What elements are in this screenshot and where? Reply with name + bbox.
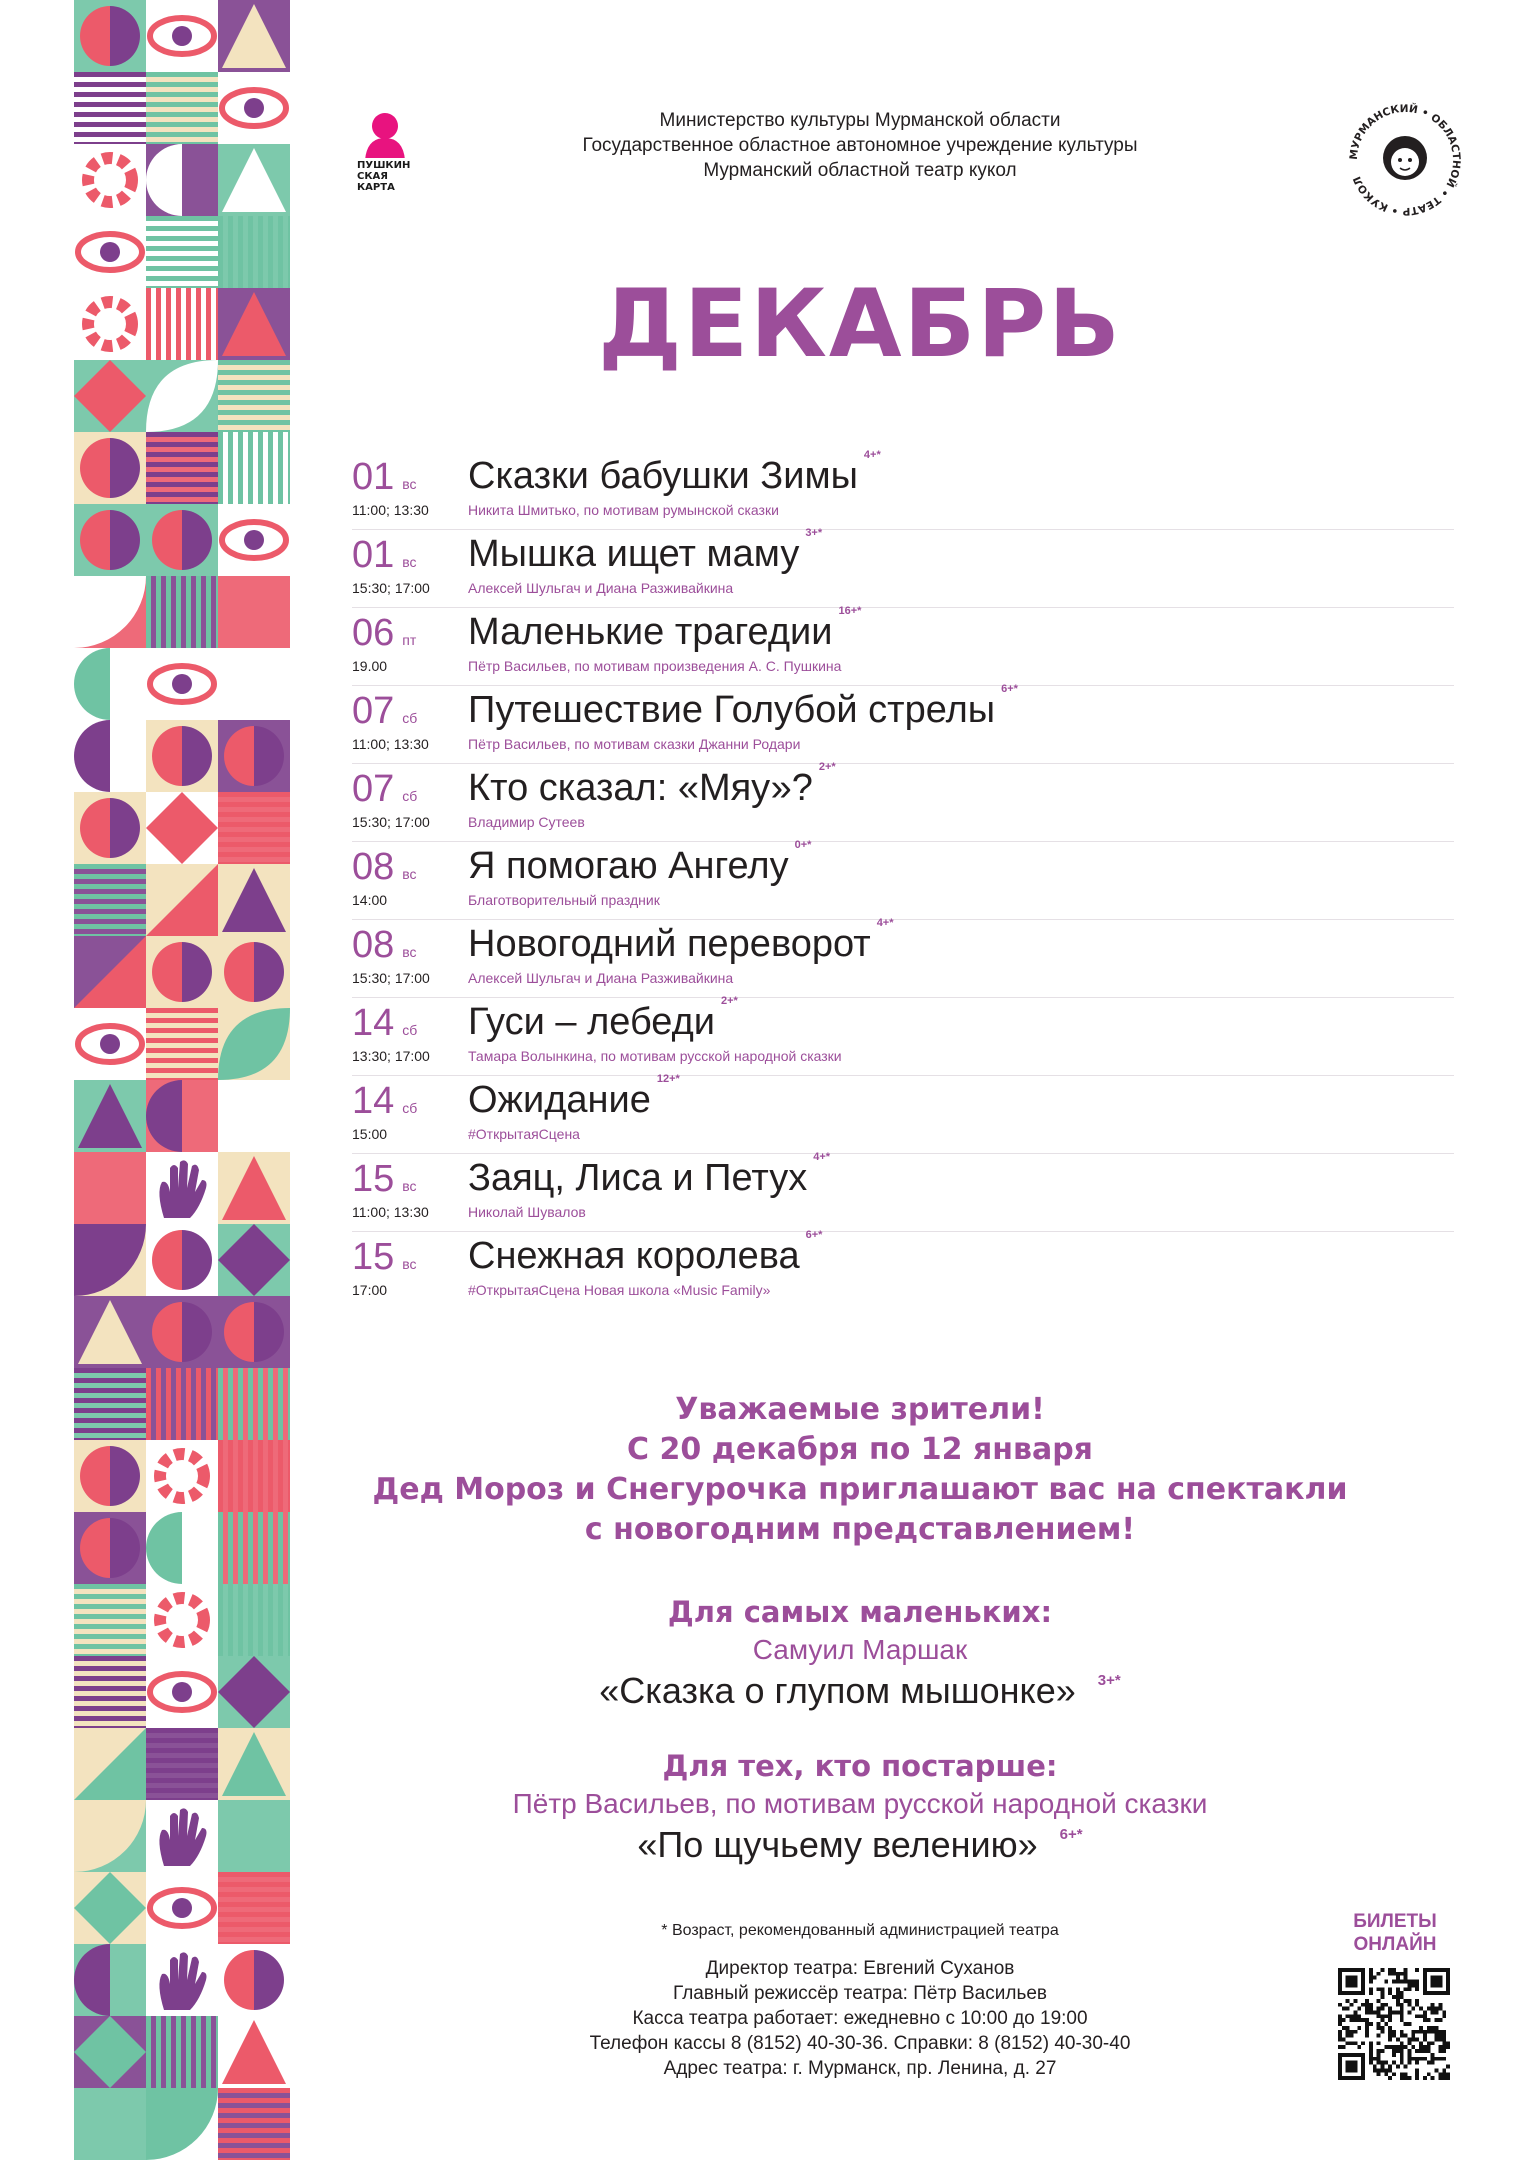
mosaic-tile: [74, 1872, 146, 1944]
show-times: 15:00: [352, 1126, 388, 1142]
show-title: Кто сказал: «Мяу»?: [468, 767, 813, 809]
show-date: [352, 456, 462, 499]
mosaic-tile: [74, 576, 146, 648]
mosaic-tile: [218, 2016, 290, 2088]
show-author: #ОткрытаяСцена Новая школа «Music Family»: [468, 1282, 771, 1298]
mosaic-tile: [74, 1296, 146, 1368]
mosaic-tile: [74, 360, 146, 432]
theatre-contacts: [520, 1956, 1200, 2081]
show-times: 11:00; 13:30: [352, 502, 429, 518]
mosaic-tile: [146, 576, 218, 648]
youngest-author: Самуил Маршак: [752, 1634, 968, 1665]
mosaic-tile: [146, 1512, 218, 1584]
contact-box-office-hours: Касса театра работает: ежедневно с 10:00 до 19:00: [632, 2008, 1088, 2029]
new-year-announcement: [300, 1390, 1420, 1550]
mosaic-tile: [218, 1944, 290, 2016]
show-title: Мышка ищет маму: [468, 533, 800, 575]
show-title: Снежная королева: [468, 1235, 800, 1277]
youngest-show-title: «Сказка о глупом мышонке»: [599, 1670, 1076, 1711]
show-date: [352, 1002, 462, 1045]
show-date: [352, 1080, 462, 1123]
mosaic-tile: [218, 1224, 290, 1296]
show-times: 15:30; 17:00: [352, 580, 430, 596]
announcement-line-1: Уважаемые зрители!: [675, 1392, 1045, 1427]
theatre-logo-icon: [1345, 100, 1465, 220]
older-heading: Для тех, кто постарше:: [662, 1749, 1058, 1783]
mosaic-tile: [74, 1224, 146, 1296]
show-day: 15: [352, 1158, 395, 1200]
show-title-wrap: [468, 761, 836, 810]
show-date: [352, 1236, 462, 1279]
mosaic-tile: [146, 1440, 218, 1512]
show-times: 14:00: [352, 892, 388, 908]
mosaic-tile: [218, 576, 290, 648]
organization-header: [520, 108, 1200, 183]
show-title: Я помогаю Ангелу: [468, 845, 789, 887]
mosaic-tile: [218, 432, 290, 504]
schedule-row: [352, 605, 1454, 686]
show-title-wrap: [468, 449, 881, 498]
show-author: Тамара Волынкина, по мотивам русской народной сказки: [468, 1048, 842, 1064]
show-title-wrap: [468, 995, 738, 1044]
show-weekday: сб: [402, 788, 418, 804]
show-title-wrap: [468, 1151, 831, 1200]
show-weekday: вс: [402, 476, 417, 492]
schedule-row: [352, 527, 1454, 608]
mosaic-tile: [74, 288, 146, 360]
mosaic-tile: [218, 1152, 290, 1224]
mosaic-tile: [74, 504, 146, 576]
older-age-badge: 6+*: [1059, 1826, 1083, 1843]
mosaic-tile: [74, 864, 146, 936]
mosaic-tile: [218, 1584, 290, 1656]
contact-address: Адрес театра: г. Мурманск, пр. Ленина, д. 27: [663, 2058, 1057, 2079]
mosaic-tile: [218, 1512, 290, 1584]
show-title-wrap: [468, 1073, 680, 1122]
mosaic-tile: [218, 216, 290, 288]
show-times: 11:00; 13:30: [352, 1204, 429, 1220]
mosaic-tile: [74, 1800, 146, 1872]
show-title: Новогодний переворот: [468, 923, 871, 965]
announcement-line-2: С 20 декабря по 12 января: [627, 1432, 1093, 1467]
mosaic-tile: [74, 1080, 146, 1152]
header-line-ministry: Министерство культуры Мурманской области: [659, 110, 1061, 131]
show-day: 07: [352, 768, 395, 810]
header-line-theatre: Мурманский областной театр кукол: [703, 160, 1017, 181]
mosaic-tile: [218, 288, 290, 360]
older-show: [300, 1822, 1420, 1868]
show-weekday: сб: [402, 1022, 418, 1038]
age-rating-badge: 12+*: [656, 1073, 680, 1085]
show-weekday: вс: [402, 944, 417, 960]
mosaic-tile: [218, 864, 290, 936]
contact-phones: Телефон кассы 8 (8152) 40-30-36. Справки: 8 (8152) 40-30-40: [589, 2033, 1131, 2054]
mosaic-tile: [146, 1368, 218, 1440]
mosaic-tile: [218, 144, 290, 216]
mosaic-pattern: [72, 0, 292, 2160]
pushkin-card-logo: [355, 108, 447, 194]
age-rating-badge: 3+*: [805, 527, 823, 539]
show-title-wrap: [468, 839, 812, 888]
show-weekday: сб: [402, 1100, 418, 1116]
show-date: [352, 768, 462, 811]
show-date: [352, 612, 462, 655]
show-day: 08: [352, 846, 395, 888]
mosaic-tile: [218, 1800, 290, 1872]
age-rating-badge: 2+*: [818, 761, 836, 773]
age-rating-badge: 6+*: [1001, 683, 1018, 695]
announcement-line-3: Дед Мороз и Снегурочка приглашают вас на спектакли: [372, 1472, 1348, 1507]
performance-schedule: [352, 449, 1454, 1310]
mosaic-tile: [146, 1656, 218, 1728]
show-weekday: вс: [402, 1178, 417, 1194]
show-title: Сказки бабушки Зимы: [468, 455, 858, 497]
show-date: [352, 690, 462, 733]
tickets-line-2: ОНЛАЙН: [1353, 1934, 1437, 1955]
mosaic-tile: [146, 1800, 218, 1872]
schedule-row: [352, 761, 1454, 842]
mosaic-tile: [146, 0, 218, 72]
mosaic-tile: [74, 144, 146, 216]
show-title-wrap: [468, 1229, 823, 1278]
youngest-heading: Для самых маленьких:: [667, 1595, 1053, 1629]
show-author: Алексей Шульгач и Диана Разживайкина: [468, 580, 734, 596]
mosaic-tile: [218, 648, 290, 720]
show-times: 19.00: [352, 658, 388, 674]
show-weekday: вс: [402, 866, 417, 882]
mosaic-tile: [218, 720, 290, 792]
mosaic-tile: [218, 504, 290, 576]
mosaic-tile: [146, 1728, 218, 1800]
mosaic-tile: [74, 648, 146, 720]
mosaic-tile: [146, 1152, 218, 1224]
age-footnote: * Возраст, рекомендованный администрацией театра: [661, 1922, 1059, 1939]
pushkin-card-text-3: КАРТА: [357, 182, 395, 193]
show-author: Алексей Шульгач и Диана Разживайкина: [468, 970, 734, 986]
show-title: Путешествие Голубой стрелы: [468, 689, 996, 731]
mosaic-tile: [218, 1656, 290, 1728]
mosaic-tile: [218, 1728, 290, 1800]
age-rating-badge: 16+*: [838, 605, 862, 617]
mosaic-tile: [218, 1296, 290, 1368]
show-weekday: вс: [402, 1256, 417, 1272]
show-author: Благотворительный праздник: [468, 892, 660, 908]
show-author: Пётр Васильев, по мотивам произведения А. С. Пушкина: [468, 658, 842, 674]
schedule-row: [352, 995, 1454, 1076]
mosaic-tile: [74, 1440, 146, 1512]
mosaic-tile: [146, 936, 218, 1008]
age-rating-badge: 0+*: [794, 839, 812, 851]
older-audience-block: [300, 1746, 1420, 1868]
age-rating-badge: 4+*: [863, 449, 881, 461]
qr-code-icon[interactable]: [1338, 1968, 1450, 2080]
schedule-row: [352, 1151, 1454, 1232]
mosaic-tile: [218, 1440, 290, 1512]
mosaic-tile: [74, 216, 146, 288]
youngest-age-badge: 3+*: [1097, 1672, 1121, 1689]
mosaic-tile: [74, 720, 146, 792]
mosaic-tile: [74, 1008, 146, 1080]
older-author: Пётр Васильев, по мотивам русской народной сказки: [512, 1788, 1208, 1819]
show-day: 14: [352, 1002, 395, 1044]
show-title: Гуси – лебеди: [468, 1001, 715, 1043]
show-author: Николай Шувалов: [468, 1204, 586, 1220]
tickets-line-1: БИЛЕТЫ: [1353, 1911, 1437, 1932]
show-author: Пётр Васильев, по мотивам сказки Джанни Родари: [468, 736, 801, 752]
mosaic-tile: [74, 1512, 146, 1584]
age-rating-badge: 6+*: [805, 1229, 823, 1241]
mosaic-tile: [146, 1224, 218, 1296]
mosaic-tile: [146, 792, 218, 864]
header-line-institution: Государственное областное автономное учреждение культуры: [582, 135, 1138, 156]
mosaic-tile: [218, 72, 290, 144]
announcement-line-4: с новогодним представлением!: [584, 1512, 1136, 1547]
mosaic-tile: [218, 792, 290, 864]
mosaic-tile: [146, 864, 218, 936]
schedule-row: [352, 839, 1454, 920]
mosaic-tile: [74, 72, 146, 144]
schedule-row: [352, 1229, 1454, 1310]
mosaic-tile: [218, 936, 290, 1008]
show-title: Маленькие трагедии: [468, 611, 833, 653]
contact-director: Директор театра: Евгений Суханов: [705, 1958, 1015, 1979]
show-times: 15:30; 17:00: [352, 970, 430, 986]
mosaic-tile: [218, 1080, 290, 1152]
age-rating-badge: 4+*: [876, 917, 894, 929]
show-times: 13:30; 17:00: [352, 1048, 430, 1064]
tickets-online-label: [1320, 1910, 1470, 1956]
schedule-row: [352, 1073, 1454, 1154]
show-title-wrap: [468, 527, 823, 576]
show-weekday: пт: [402, 632, 417, 648]
mosaic-tile: [74, 792, 146, 864]
schedule-row: [352, 449, 1454, 530]
show-times: 17:00: [352, 1282, 388, 1298]
schedule-row: [352, 917, 1454, 998]
mosaic-tile: [74, 1944, 146, 2016]
age-rating-badge: 2+*: [721, 995, 738, 1007]
show-title: Заяц, Лиса и Петух: [468, 1157, 808, 1199]
show-weekday: сб: [402, 710, 418, 726]
mosaic-tile: [74, 936, 146, 1008]
mosaic-tile: [146, 360, 218, 432]
show-day: 06: [352, 612, 395, 654]
mosaic-tile: [146, 1080, 218, 1152]
show-author: Никита Шмитько, по мотивам румынской сказки: [468, 502, 779, 518]
mosaic-tile: [146, 288, 218, 360]
age-rating-badge: 4+*: [813, 1151, 831, 1163]
mosaic-tile: [146, 720, 218, 792]
mosaic-tile: [146, 648, 218, 720]
mosaic-tile: [146, 2088, 218, 2160]
mosaic-tile: [146, 216, 218, 288]
mosaic-tile: [74, 432, 146, 504]
decorative-mosaic-strip: [72, 0, 292, 2160]
mosaic-tile: [218, 1368, 290, 1440]
show-day: 01: [352, 534, 395, 576]
mosaic-tile: [146, 432, 218, 504]
show-title-wrap: [468, 605, 862, 654]
theatre-logo-text: МУРМАНСКИЙ • ОБЛАСТНОЙ • ТЕАТР • КУКОЛ: [1347, 102, 1463, 218]
show-weekday: вс: [402, 554, 417, 570]
mosaic-tile: [218, 2088, 290, 2160]
mosaic-tile: [146, 504, 218, 576]
mosaic-tile: [74, 0, 146, 72]
show-date: [352, 534, 462, 577]
mosaic-tile: [218, 360, 290, 432]
show-day: 14: [352, 1080, 395, 1122]
youngest-audience-block: [300, 1592, 1420, 1714]
older-show-title: «По щучьему велению»: [637, 1824, 1038, 1865]
mosaic-tile: [74, 1152, 146, 1224]
mosaic-tile: [146, 1296, 218, 1368]
pushkin-card-text-1: ПУШКИН: [357, 160, 411, 171]
mosaic-tile: [218, 0, 290, 72]
show-times: 11:00; 13:30: [352, 736, 429, 752]
mosaic-tile: [74, 1368, 146, 1440]
month-title: ДЕКАБРЬ: [598, 270, 1122, 379]
mosaic-tile: [146, 1008, 218, 1080]
mosaic-tile: [218, 1008, 290, 1080]
contact-chief-director: Главный режиссёр театра: Пётр Васильев: [672, 1983, 1048, 2004]
show-day: 07: [352, 690, 395, 732]
youngest-show: [300, 1668, 1420, 1714]
mosaic-tile: [146, 2016, 218, 2088]
show-title-wrap: [468, 683, 1018, 732]
show-title-wrap: [468, 917, 894, 966]
mosaic-tile: [146, 1872, 218, 1944]
show-date: [352, 1158, 462, 1201]
show-author: Владимир Сутеев: [468, 814, 585, 830]
schedule-row: [352, 683, 1454, 764]
show-day: 01: [352, 456, 395, 498]
mosaic-tile: [74, 2016, 146, 2088]
show-date: [352, 924, 462, 967]
mosaic-tile: [74, 1656, 146, 1728]
mosaic-tile: [146, 72, 218, 144]
mosaic-tile: [218, 1872, 290, 1944]
mosaic-tile: [74, 2088, 146, 2160]
show-day: 15: [352, 1236, 395, 1278]
mosaic-tile: [146, 1944, 218, 2016]
mosaic-tile: [146, 144, 218, 216]
pushkin-card-text-2: СКАЯ: [357, 171, 388, 182]
show-title: Ожидание: [468, 1079, 651, 1121]
mosaic-tile: [74, 1728, 146, 1800]
show-author: #ОткрытаяСцена: [468, 1126, 580, 1142]
mosaic-tile: [74, 1584, 146, 1656]
show-date: [352, 846, 462, 889]
mosaic-tile: [146, 1584, 218, 1656]
show-times: 15:30; 17:00: [352, 814, 430, 830]
show-day: 08: [352, 924, 395, 966]
